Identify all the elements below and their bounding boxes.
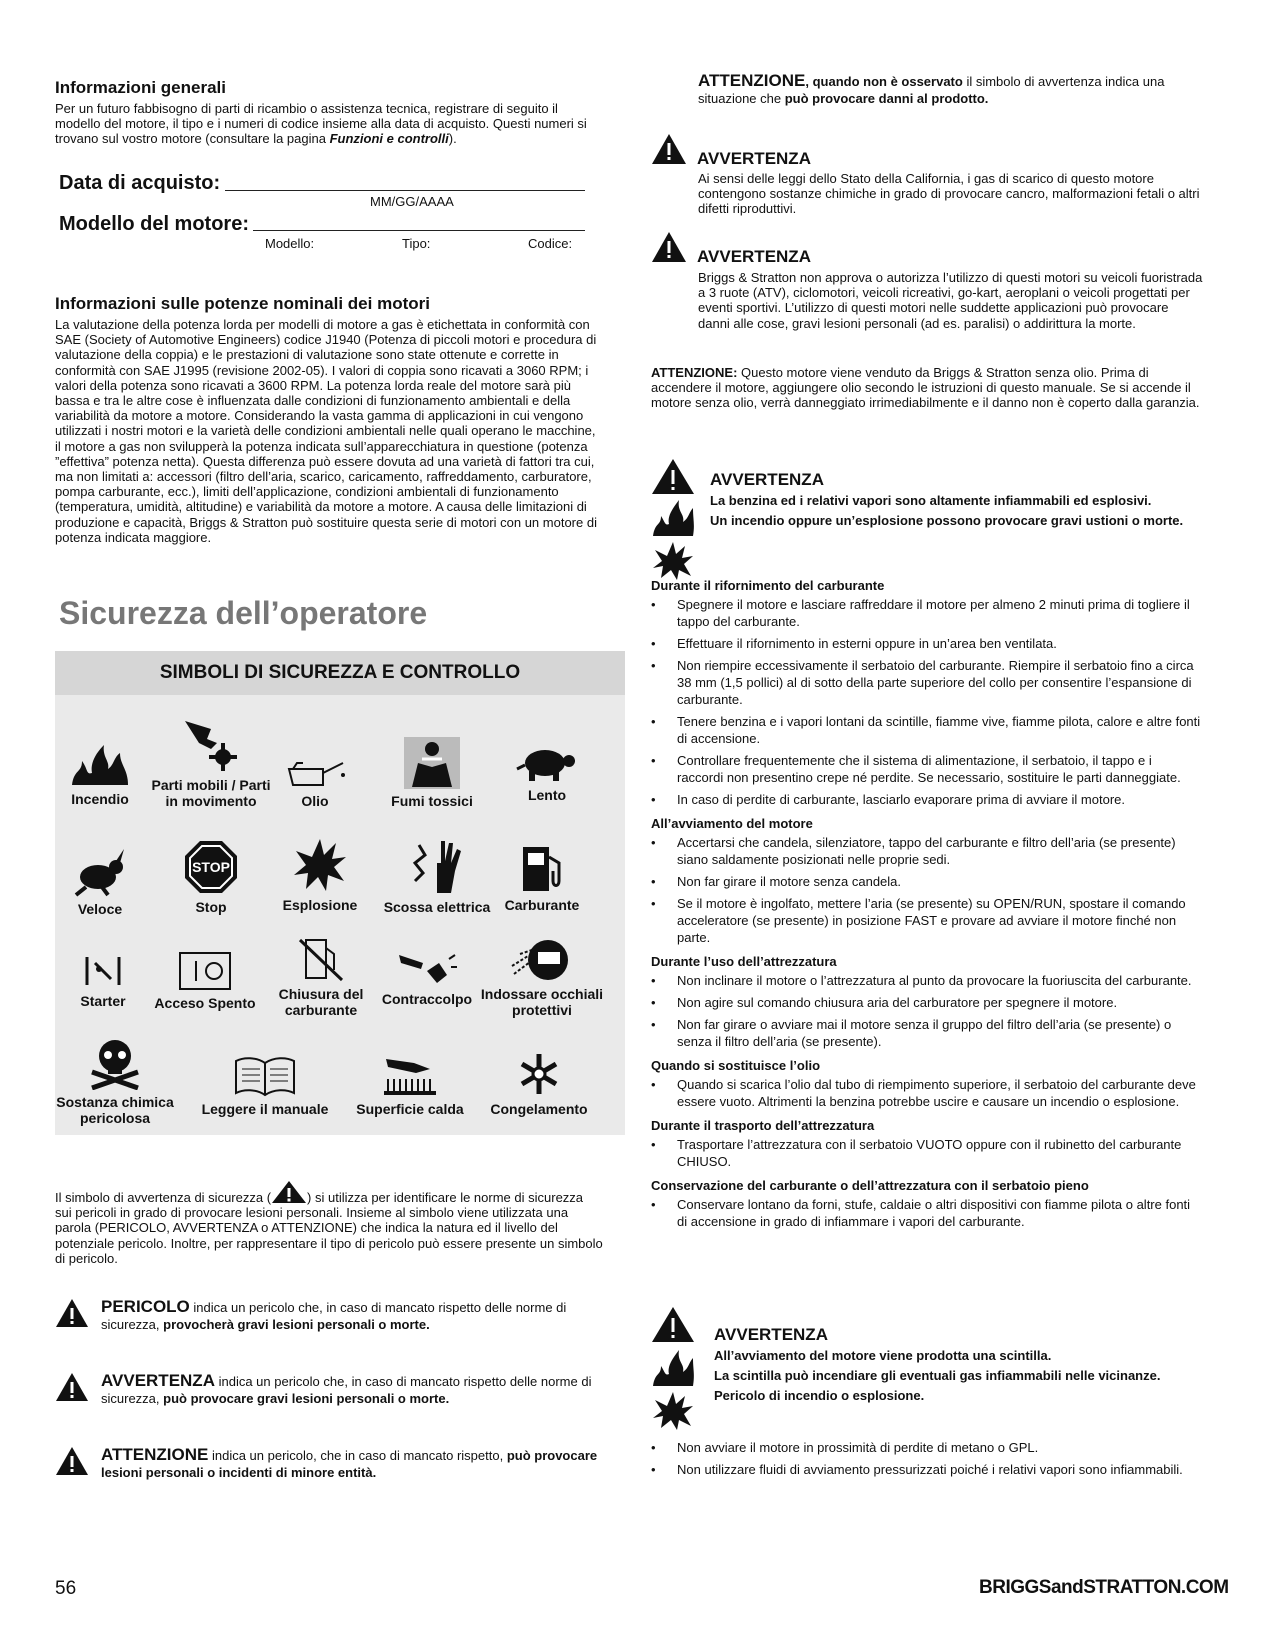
general-info-text-end: ). <box>448 131 457 147</box>
fuel-hazard-icons <box>651 458 695 580</box>
section-title: All’avviamento del motore <box>651 816 813 831</box>
safety-glasses-icon <box>510 936 574 982</box>
symbol-frostbite <box>479 1051 599 1117</box>
section-transport <box>651 1118 1201 1170</box>
symbol-safety-glasses <box>467 936 617 1018</box>
list-item: • Non far girare o avviare mai il motore senza il gruppo del filtro dell’aria (se presente) o senza il filtro dell’aria (se presente). <box>651 1016 1201 1050</box>
general-info-title: Informazioni generali <box>55 78 226 97</box>
warning-title-spark: AVVERTENZA <box>714 1325 828 1344</box>
section-title: Durante il rifornimento del carburante <box>651 578 885 593</box>
symbol-fuel-shutoff <box>261 936 381 1018</box>
oil-notice-label: ATTENZIONE: <box>651 365 738 380</box>
skull-icon <box>86 1036 144 1090</box>
snowflake-icon <box>516 1051 562 1097</box>
list-item: • Non inclinare il motore o l’attrezzatura al punto da provocare la fuoriuscita del carburante. <box>651 972 1201 989</box>
website-url[interactable]: BRIGGSandSTRATTON.COM <box>979 1577 1229 1598</box>
symbol-label: Parti mobili / Parti in movimento <box>151 777 271 809</box>
notice-condition: , quando non è osservato <box>805 74 963 89</box>
symbol-label: Incendio <box>71 791 129 807</box>
list-item: • Non agire sul comando chiusura aria del carburatore per spegnere il motore. <box>651 994 1201 1011</box>
warning-consequence: può provocare gravi lesioni personali o morte. <box>163 1391 450 1406</box>
fuel-warning-line2: Un incendio oppure un’esplosione possono provocare gravi ustioni o morte. <box>710 513 1184 528</box>
symbol-toxic-fumes <box>372 737 492 809</box>
warning-icon-california <box>651 133 687 165</box>
toxic-fumes-icon <box>404 737 460 789</box>
section-title: Durante il trasporto dell’attrezzatura <box>651 1118 875 1133</box>
symbol-label: Lento <box>527 787 567 803</box>
engine-model-line <box>253 230 585 231</box>
fuel-safety-sections <box>651 570 1201 1235</box>
fuel-pump-icon <box>517 845 567 893</box>
symbol-label: Contraccolpo <box>381 991 473 1007</box>
caution-consequence: può provocare lesioni personali o incidenti di minore entità. <box>101 1448 598 1480</box>
general-info-text-part: Per un futuro fabbisogno di parti di ricambio o assistenza tecnica, registrare di seguito il modello del motore, il tipo e i numeri di codice insieme alla data di acquisto. Questi numeri si trovano sul vostro motore (consultare la pagina <box>55 101 587 147</box>
symbol-on-off <box>145 951 265 1011</box>
stop-sign-icon <box>183 839 239 895</box>
symbol-label: Esplosione <box>282 897 358 913</box>
list-item: • In caso di perdite di carburante, lasciarlo evaporare prima di avviare il motore. <box>651 791 1201 808</box>
code-sub-label: Codice: <box>528 236 573 251</box>
symbol-label: Superficie calda <box>356 1101 464 1117</box>
fuel-shutoff-icon <box>298 936 344 982</box>
symbol-fuel <box>482 845 602 913</box>
choke-icon <box>83 953 123 989</box>
list-item: • Effettuare il rifornimento in esterni oppure in un’area ben ventilata. <box>651 635 1201 652</box>
model-sub-label: Modello: <box>265 236 315 251</box>
symbol-label: Fumi tossici <box>391 793 473 809</box>
symbol-label: Starter <box>80 993 126 1009</box>
symbol-stop <box>151 839 271 915</box>
notice-consequence: può provocare danni al prodotto. <box>784 91 989 106</box>
list-item: • Tenere benzina e i vapori lontani da scintille, fiamme vive, fiamme pilota, calore e altre fonti di accensione. <box>651 713 1201 747</box>
oil-can-icon <box>283 759 347 789</box>
symbol-label: Congelamento <box>490 1101 588 1117</box>
spark-warning-line2: La scintilla può incendiare gli eventuali gas infiammabili nelle vicinanze. <box>714 1368 1161 1383</box>
fire-icon <box>68 739 132 787</box>
warning-title-california: AVVERTENZA <box>697 149 811 168</box>
notice-word: ATTENZIONE <box>698 71 806 90</box>
fuel-warning-line1: La benzina ed i relativi vapori sono altamente infiammabili ed esplosivi. <box>710 493 1152 508</box>
section-title: Conservazione del carburante o dell’attrezzatura con il serbatoio pieno <box>651 1178 1089 1193</box>
section-title: Sicurezza dell’operatore <box>59 595 428 631</box>
engine-model-label: Modello del motore: <box>59 213 249 235</box>
list-item: • Se il motore è ingolfato, mettere l’aria (se presente) su OPEN/RUN, spostare il comando acceleratore (se presente) in posizione FAST e provare ad avviare il motore finché non parte. <box>651 895 1201 946</box>
symbol-fire <box>40 739 160 807</box>
list-item: • Controllare frequentemente che il sistema di alimentazione, il serbatoio, il tappo e i raccordi non presentino crepe né perdite. Se necessario, sostituire le parti danneggiate. <box>651 752 1201 786</box>
symbol-slow <box>487 745 607 803</box>
symbol-label: Stop <box>195 899 227 915</box>
warning-alert-icon <box>55 1372 89 1402</box>
warning-definition <box>101 1372 601 1407</box>
danger-definition <box>101 1298 601 1333</box>
kickback-icon <box>397 949 457 987</box>
purchase-date-line <box>225 190 585 191</box>
symbol-label: Chiusura del carburante <box>278 986 364 1018</box>
warning-title-fuel: AVVERTENZA <box>710 470 824 489</box>
spark-warning-line3: Pericolo di incendio o esplosione. <box>714 1388 925 1403</box>
symbols-panel <box>55 651 625 1135</box>
symbol-label: Veloce <box>77 901 123 917</box>
warning-title-vehicles: AVVERTENZA <box>697 247 811 266</box>
manual-book-icon <box>232 1055 298 1097</box>
list-item: • Non riempire eccessivamente il serbatoio del carburante. Riempire il serbatoio fino a circa 38 mm (1,5 pollici) al di sotto della parte superiore del collo per consentire l’espansione di carburante. <box>651 657 1201 708</box>
general-info-text <box>55 101 603 147</box>
symbol-label: Acceso Spento <box>154 995 256 1011</box>
list-item: • Spegnere il motore e lasciare raffreddare il motore per almeno 2 minuti prima di togliere il tappo del carburante. <box>651 596 1201 630</box>
warning-triangle-icon <box>652 459 694 494</box>
symbol-read-manual <box>195 1055 335 1117</box>
explosion-icon <box>653 1392 693 1430</box>
danger-word: PERICOLO <box>101 1297 190 1316</box>
fire-icon <box>653 500 694 536</box>
list-item: • Accertarsi che candela, silenziatore, tappo del carburante e filtro dell’aria (se presente) siano saldamente posizionati nelle proprie sedi. <box>651 834 1201 868</box>
symbol-label: Olio <box>301 793 329 809</box>
notice-definition <box>698 72 1223 107</box>
section-refueling <box>651 578 1201 808</box>
list-item: • Non avviare il motore in prossimità di perdite di metano o GPL. <box>651 1439 1201 1456</box>
alert-text-part1: Il simbolo di avvertenza di sicurezza ( <box>55 1190 272 1205</box>
symbols-panel-title: SIMBOLI DI SICUREZZA E CONTROLLO <box>55 651 625 695</box>
oil-notice <box>651 365 1201 411</box>
warning-text-vehicles: Briggs & Stratton non approva o autorizza l’utilizzo di questi motori su veicoli fuoristrada a 3 ruote (ATV), ciclomotori, veicoli ricreativi, go-kart, aeroplani o veicoli progettati per eventi sportivi. L’utilizzo di questi motori nelle suddette applicazioni può provocare danni alle cose, gravi lesioni personali (ad es. paralisi) o addirittura la morte. <box>698 270 1203 331</box>
explosion-icon <box>292 837 348 893</box>
purchase-date-label: Data di acquisto: <box>59 172 221 194</box>
section-oil-change <box>651 1058 1201 1110</box>
symbol-label: Carburante <box>504 897 580 913</box>
symbol-oil <box>265 759 365 809</box>
section-title: Quando si sostituisce l’olio <box>651 1058 821 1073</box>
list-item: • Non far girare il motore senza candela. <box>651 873 1201 890</box>
safety-alert-icon <box>271 1180 307 1204</box>
spark-warning-line1: All’avviamento del motore viene prodotta una scintilla. <box>714 1348 1052 1363</box>
caution-definition <box>101 1446 601 1481</box>
section-operating <box>651 954 1201 1050</box>
section-starting <box>651 816 1201 946</box>
symbol-hazardous-chemical <box>45 1036 185 1126</box>
warning-triangle-icon <box>652 1307 694 1342</box>
symbol-label: Scossa elettrica <box>383 899 491 915</box>
oil-notice-text: Questo motore viene venduto da Briggs & Stratton senza olio. Prima di accendere il motore, aggiungere olio secondo le istruzioni di questo manuale. Se si accende il motore senza olio, verrà danneggiato irrimediabilmente e il danno non è coperto dalla garanzia. <box>651 365 1200 411</box>
functions-controls-ref: Funzioni e controlli <box>329 131 449 147</box>
notice-text: il simbolo di avvertenza indica una situazione che <box>698 74 1165 106</box>
spark-hazard-icons <box>651 1306 695 1432</box>
danger-consequence: provocherà gravi lesioni personali o morte. <box>163 1317 430 1332</box>
danger-text: indica un pericolo che, in caso di mancato rispetto delle norme di sicurezza, <box>101 1300 567 1332</box>
date-format-hint: MM/GG/AAAA <box>370 194 454 209</box>
svg-text:STOP: STOP <box>192 859 230 875</box>
warning-text-california: Ai sensi delle leggi dello Stato della California, i gas di scarico di questo motore contengono sostanze chimiche in grado di provocare cancro, malformazioni fetali o altri difetti riproduttivi. <box>698 171 1200 217</box>
fire-icon <box>653 1350 694 1386</box>
final-bullets <box>651 1439 1201 1483</box>
danger-alert-icon <box>55 1298 89 1328</box>
warning-text: indica un pericolo che, in caso di mancato rispetto delle norme di sicurezza, <box>101 1374 592 1406</box>
symbol-hot-surface <box>345 1055 475 1117</box>
safety-alert-explanation <box>55 1180 603 1266</box>
symbol-label: Sostanza chimica pericolosa <box>56 1094 174 1126</box>
power-info-title: Informazioni sulle potenze nominali dei motori <box>55 294 430 313</box>
page-number: 56 <box>55 1578 77 1599</box>
warning-text-fuel <box>710 492 1210 529</box>
symbol-explosion <box>260 837 380 913</box>
symbol-fast <box>40 847 160 917</box>
section-storage <box>651 1178 1201 1230</box>
alert-text-part2: ) si utilizza per identificare le norme di sicurezza sui pericoli in grado di provocare lesioni personali. Insieme al simbolo viene utilizzata una parola (PERICOLO, AVVERTENZA o ATTENZIONE) che indica la natura ed il livello del potenziale pericolo. Inoltre, per rappresentare il tipo di pericolo può essere presente un simbolo di pericolo. <box>55 1190 603 1266</box>
type-sub-label: Tipo: <box>402 236 431 251</box>
warning-word: AVVERTENZA <box>101 1371 215 1390</box>
caution-text: indica un pericolo, che in caso di mancato rispetto, <box>208 1448 507 1463</box>
list-item: • Quando si scarica l’olio dal tubo di riempimento superiore, il serbatoio del carburante deve essere vuoto. Altrimenti la benzina potrebbe uscire e causare un incendio o esplosione. <box>651 1076 1201 1110</box>
caution-alert-icon <box>55 1446 89 1476</box>
warning-icon-vehicles <box>651 231 687 263</box>
on-off-icon <box>178 951 232 991</box>
symbol-label: Indossare occhiali protettivi <box>480 986 604 1018</box>
list-item: • Trasportare l’attrezzatura con il serbatoio VUOTO oppure con il rubinetto del carburante CHIUSO. <box>651 1136 1201 1170</box>
list-item: • Non utilizzare fluidi di avviamento pressurizzati poiché i relativi vapori sono infiammabili. <box>651 1461 1201 1478</box>
moving-parts-icon <box>181 717 241 773</box>
hot-surface-icon <box>380 1055 440 1097</box>
symbol-label: Leggere il manuale <box>201 1101 329 1117</box>
power-info-text: La valutazione della potenza lorda per modelli di motore a gas è etichettata in conformità con SAE (Society of Automotive Engineers) codice J1940 (Potenza di piccoli motori e procedura di valutazione della coppia) e le prestazioni di valutazione sono state ottenute e corrette in conformità con SAE J1995 (revisione 2002-05). I valori di coppia sono ricavati a 3060 RPM; i valori della potenza sono ricavati a 3600 RPM. La potenza lorda reale del motore sarà più bassa e tra le altre cose è influenzata dalle condizioni di funzionamento ambientali e della variabilità da motore a motore. Considerando la vasta gamma di applicazioni in cui vengono utilizzati i nostri motori e la varietà delle condizioni ambientali nelle quali operano le macchine, il motore a gas non svilupperà la potenza indicata sull’apparecchiatura in questione (potenza ”effettiva” potenza netta). Questa differenza può essere dovuta ad una varietà di fattori tra cui, ma non limitati a: accessori (filtro dell’aria, scarico, caricamento, raffreddamento, carburatore, pompa carburante, ecc.), limiti dell’applicazione, condizioni ambientali di funzionamento (temperatura, umidità, altitudine) e variabilità da motore a motore. A causa delle limitazioni di produzione e capacità, Briggs & Stratton può sostituire questa serie di motori con un motore di potenza indicata maggiore. <box>55 317 597 545</box>
electric-shock-icon <box>407 837 467 895</box>
turtle-icon <box>515 745 579 783</box>
warning-text-spark <box>714 1347 1214 1404</box>
symbol-moving-parts <box>151 717 271 809</box>
caution-word: ATTENZIONE <box>101 1445 209 1464</box>
list-item: • Conservare lontano da forni, stufe, caldaie o altri dispositivi con fiamme pilota o altre fonti di accensione in grado di infiammare i vapori del carburante. <box>651 1196 1201 1230</box>
section-title: Durante l’uso dell’attrezzatura <box>651 954 837 969</box>
rabbit-icon <box>72 847 128 897</box>
